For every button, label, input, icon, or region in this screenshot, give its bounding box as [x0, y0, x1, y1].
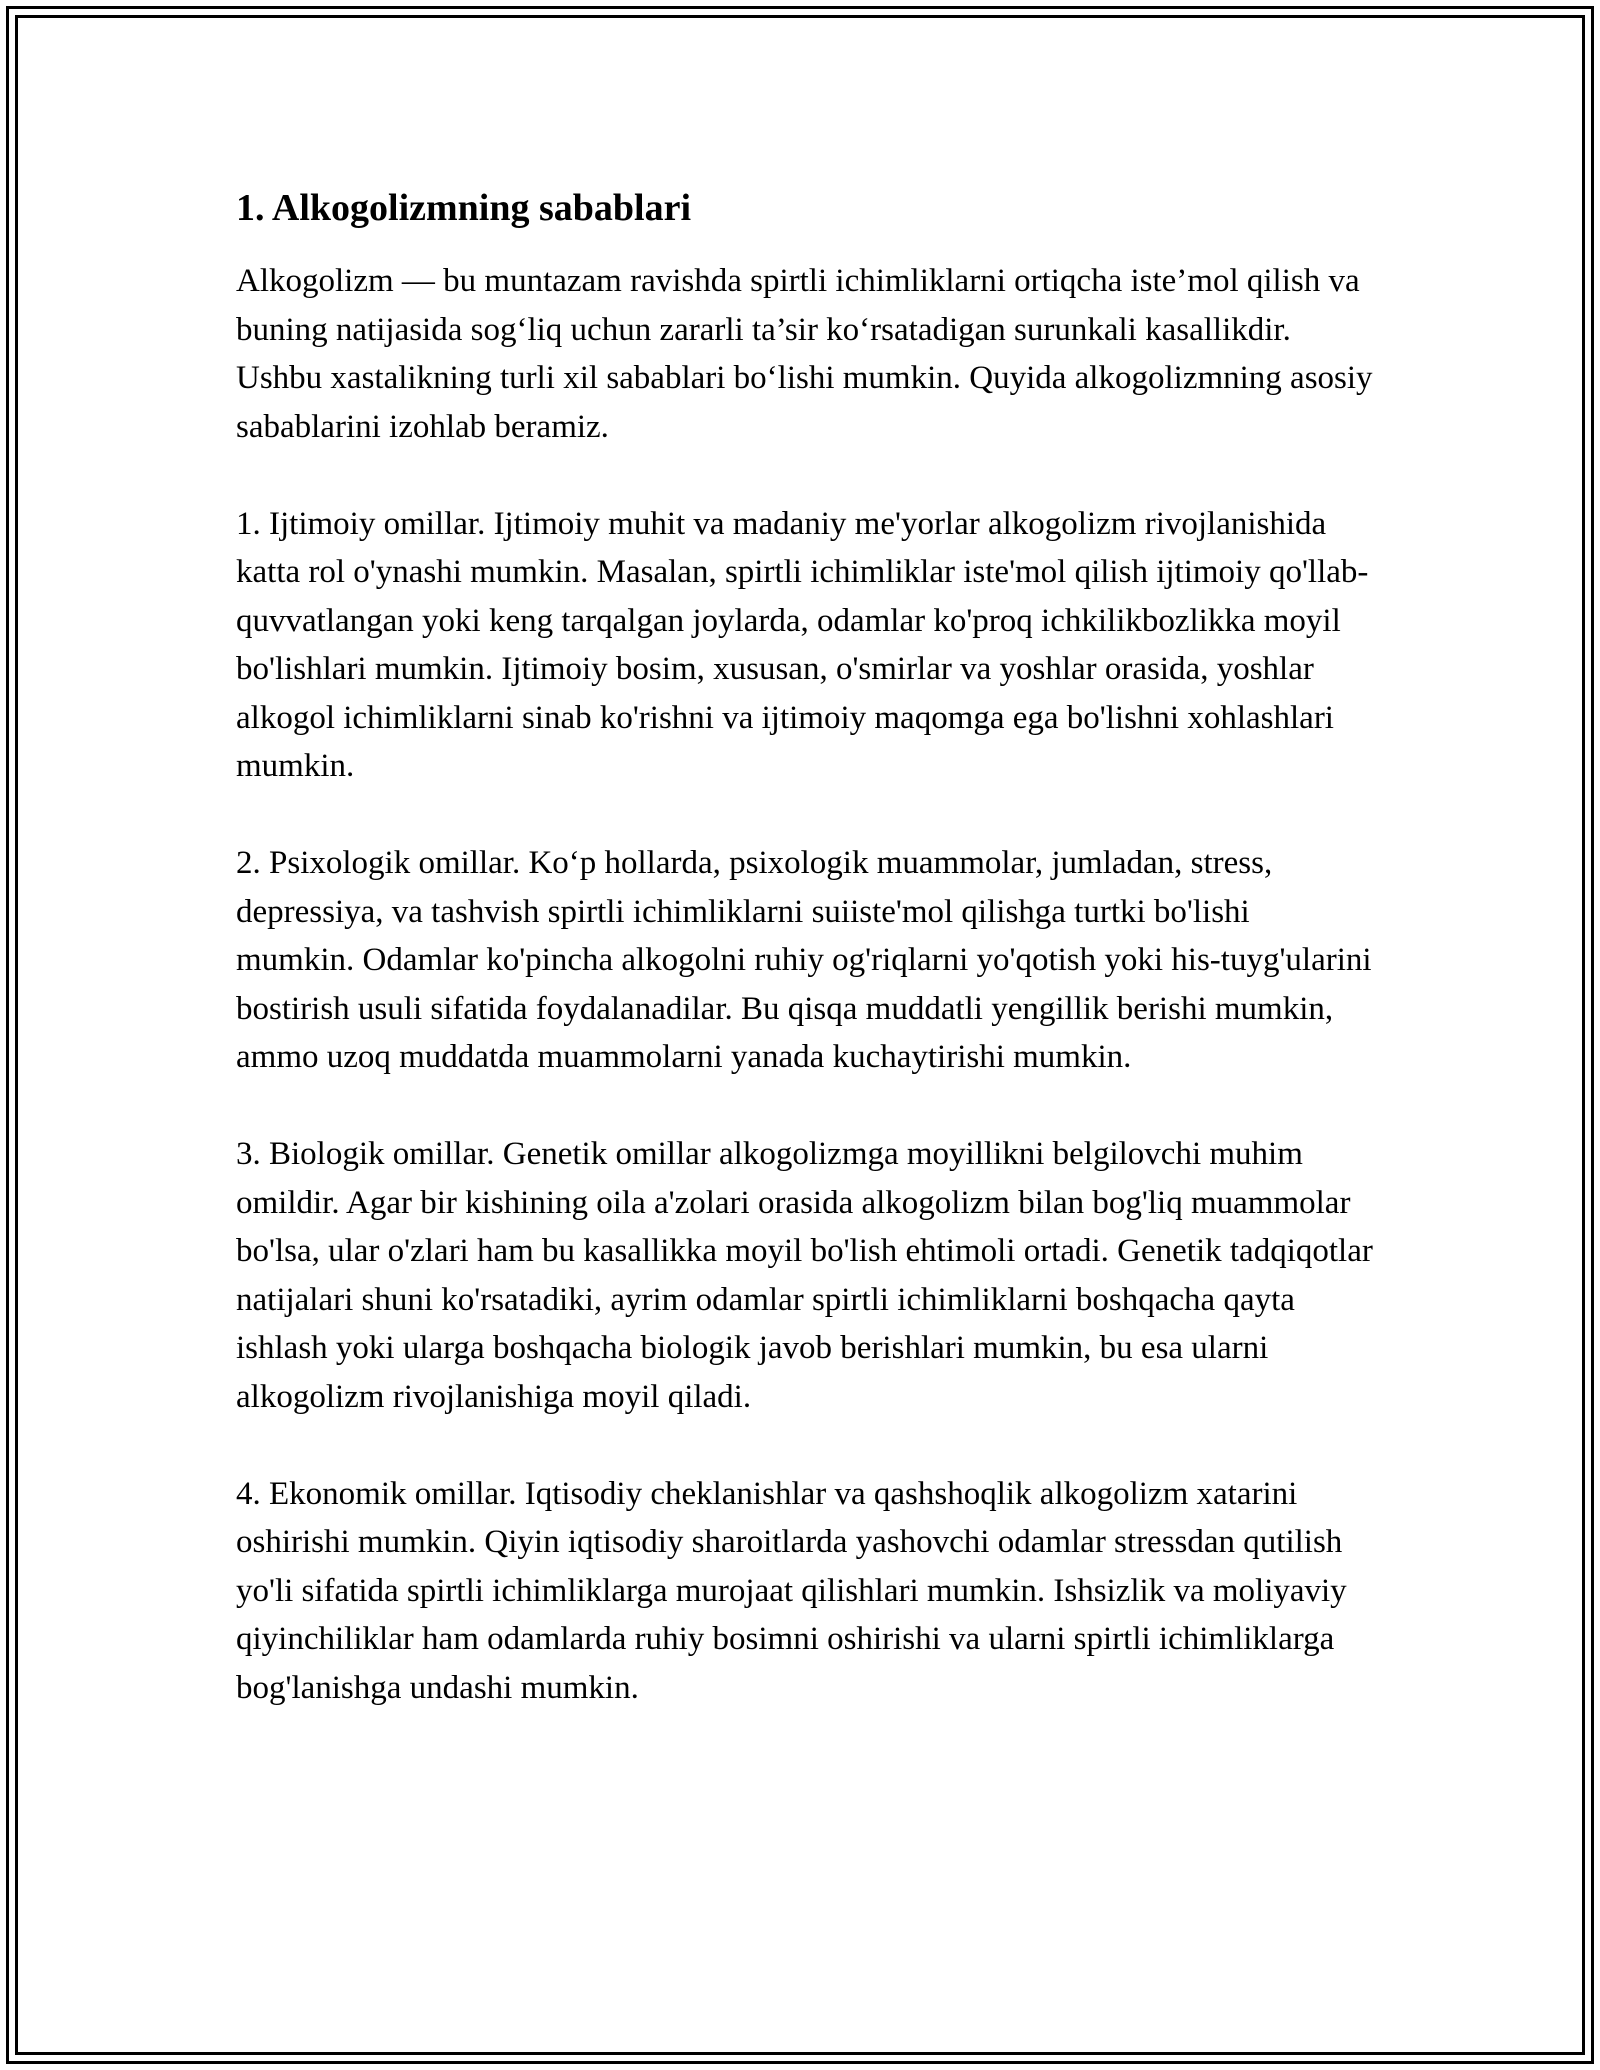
document-title: 1. Alkogolizmning sabablari	[236, 187, 692, 229]
paragraph-social-factors: 1. Ijtimoiy omillar. Ijtimoiy muhit va madaniy me'yorlar alkogolizm rivojlanishida katta rol o'ynashi mumkin. Masalan, spirtli ichimliklar iste'mol qilish ijtimoiy qo'llab-quvvatlangan yoki keng tarqalgan joylarda, odamlar ko'proq ichkilikbozlikka moyil bo'lishlari mumkin. Ijtimoiy bosim, xususan, o'smirlar va yoshlar orasida, yoshlar alkogol ichimliklarni sinab ko'rishni va ijtimoiy maqomga ega bo'lishni xohlashlari mumkin.	[236, 505, 1369, 784]
paragraph-psychological-factors: 2. Psixologik omillar. Ko‘p hollarda, psixologik muammolar, jumladan, stress, depressiya, va tashvish spirtli ichimliklarni suiiste'mol qilishga turtki bo'lishi mumkin. Odamlar ko'pincha alkogolni ruhiy og'riqlarni yo'qotish yoki his-tuyg'ularini bostirish usuli sifatida foydalanadilar. Bu qisqa muddatli yengillik berishi mumkin, ammo uzoq muddatda muammolarni yanada kuchaytirishi mumkin.	[236, 845, 1372, 1075]
intro-paragraph: Alkogolizm — bu muntazam ravishda spirtli ichimliklarni ortiqcha iste’mol qilish va buning natijasida sog‘liq uchun zararli ta’sir ko‘rsatadigan surunkali kasallikdir. Ushbu xastalikning turli xil sabablari bo‘lishi mumkin. Quyida alkogolizmning asosiy sabablarini izohlab beramiz.	[236, 263, 1373, 445]
paragraph-biological-factors: 3. Biologik omillar. Genetik omillar alkogolizmga moyillikni belgilovchi muhim omildir. Agar bir kishining oila a'zolari orasida alkogolizm bilan bog'liq muammolar bo'lsa, ular o'zlari ham bu kasallikka moyil bo'lish ehtimoli ortadi. Genetik tadqiqotlar natijalari shuni ko'rsatadiki, ayrim odamlar spirtli ichimliklarni boshqacha qayta ishlash yoki ularga boshqacha biologik javob berishlari mumkin, bu esa ularni alkogolizm rivojlanishiga moyil qiladi.	[236, 1136, 1373, 1415]
document-body	[236, 185, 1376, 1761]
paragraph-economic-factors: 4. Ekonomik omillar. Iqtisodiy cheklanishlar va qashshoqlik alkogolizm xatarini oshirishi mumkin. Qiyin iqtisodiy sharoitlarda yashovchi odamlar stressdan qutilish yo'li sifatida spirtli ichimliklarga murojaat qilishlari mumkin. Ishsizlik va moliyaviy qiyinchiliklar ham odamlarda ruhiy bosimni oshirishi va ularni spirtli ichimliklarga bog'lanishga undashi mumkin.	[236, 1475, 1347, 1706]
